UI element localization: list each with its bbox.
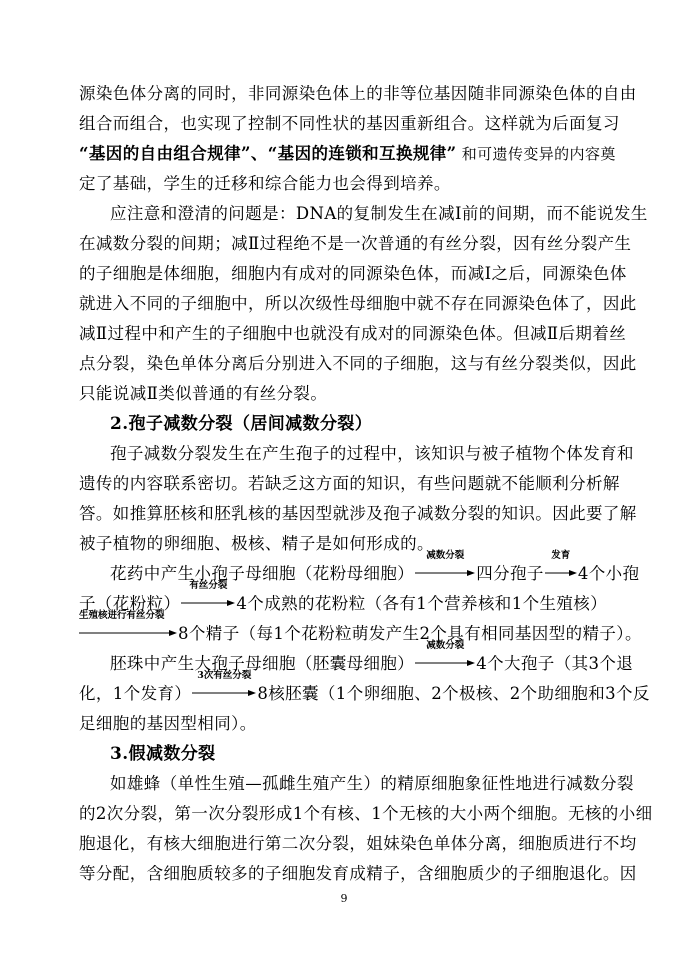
arrow-label: 3次有丝分裂: [197, 670, 252, 681]
text-line: 就进入不同的子细胞中，所以次级性母细胞中就不存在同源染色体了，因此: [79, 294, 637, 313]
arrow-label: 减数分裂: [426, 640, 465, 651]
reaction-arrow: [415, 550, 475, 579]
text-line: 只能说减Ⅱ类似普通的有丝分裂。: [79, 384, 328, 403]
bold-laws-text: “基因的自由组合规律”、“基因的连锁和互换规律”: [79, 144, 457, 163]
arrow-right-icon: [415, 569, 475, 577]
pollen-line: [79, 610, 642, 649]
text-line: 等分配，含细胞质较多的子细胞发育成精子，含细胞质少的子细胞退化。因: [79, 864, 637, 883]
section-heading: 3.假减数分裂: [110, 744, 216, 764]
text-span: 花药中产生小孢子母细胞（花粉母细胞）: [110, 564, 415, 583]
text-span: 4个大孢子（其3个退: [476, 654, 634, 673]
arrow-right-icon: [415, 659, 475, 667]
text-line: 的2次分裂，第一次分裂形成1个有核、1个无核的大小两个细胞。无核的小细: [79, 804, 653, 823]
arrow-right-icon: [545, 569, 577, 577]
ovule-line: [79, 670, 650, 709]
text-span: 化，1个发育）: [79, 684, 192, 703]
page-number: 9: [340, 892, 348, 905]
arrow-label: 有丝分裂: [189, 580, 228, 591]
text-span: 子（花粉粒）: [79, 594, 181, 613]
arrow-right-icon: [181, 599, 235, 607]
arrow-right-icon: [79, 629, 177, 637]
reaction-arrow: [415, 640, 475, 669]
text-line: 应注意和澄清的问题是：DNA的复制发生在减Ⅰ前的间期，而不能说发生: [110, 204, 648, 223]
text-line: 足细胞的基因型相同）。: [79, 714, 257, 733]
text-span: 4个成熟的花粉粒（各有1个营养核和1个生殖核）: [236, 594, 608, 613]
arrow-label: 生殖核进行有丝分裂: [79, 610, 165, 621]
text-line: 组合而组合，也实现了控制不同性状的基因重新组合。这样就为后面复习: [79, 114, 620, 133]
text-span: 8核胚囊（1个卵细胞、2个极核、2个助细胞和3个反: [257, 684, 650, 703]
text-line: 源染色体分离的同时，非同源染色体上的非等位基因随非同源染色体的自由: [79, 84, 637, 103]
text-line: 被子植物的卵细胞、极核、精子是如何形成的。: [79, 534, 434, 553]
ovule-line: [110, 640, 634, 679]
text-span: 和可遗传变异的内容奠: [456, 145, 616, 163]
text-span: 4个小孢: [577, 564, 640, 583]
text-span: 四分孢子: [476, 564, 544, 583]
arrow-right-icon: [192, 689, 256, 697]
reaction-arrow: [79, 610, 177, 639]
reaction-arrow: [192, 670, 256, 699]
section-heading: 2.孢子减数分裂（居间减数分裂）: [110, 414, 373, 434]
text-line: 的子细胞是体细胞，细胞内有成对的同源染色体，而减Ⅰ之后，同源染色体: [79, 264, 627, 283]
text-line: 点分裂，染色单体分离后分别进入不同的子细胞，这与有丝分裂类似，因此: [79, 354, 637, 373]
text-line: 答。如推算胚核和胚乳核的基因型就涉及孢子减数分裂的知识。因此要了解: [79, 504, 637, 523]
arrow-label: 发育: [551, 550, 571, 561]
text-span: 8个精子（每1个花粉粒萌发产生2个具有相同基因型的精子）。: [178, 624, 642, 643]
text-line: 如雄蜂（单性生殖—孤雌生殖产生）的精原细胞象征性地进行减数分裂: [110, 774, 634, 793]
arrow-label: 减数分裂: [426, 550, 465, 561]
reaction-arrow: [181, 580, 235, 609]
text-line: 减Ⅱ过程中和产生的子细胞中也就没有成对的同源染色体。但减Ⅱ后期着丝: [79, 324, 627, 343]
text-line: 在减数分裂的间期；减Ⅱ过程绝不是一次普通的有丝分裂，因有丝分裂产生: [79, 234, 632, 253]
text-line: 胞退化，有核大细胞进行第二次分裂，姐妹染色单体分离，细胞质进行不均: [79, 834, 637, 853]
text-line: 孢子减数分裂发生在产生孢子的过程中，该知识与被子植物个体发育和: [110, 444, 634, 463]
text-line: 遗传的内容联系密切。若缺乏这方面的知识，有些问题就不能顺利分析解: [79, 474, 620, 493]
text-span: 胚珠中产生大孢子母细胞（胚囊母细胞）: [110, 654, 415, 673]
reaction-arrow: [545, 550, 577, 579]
text-line: 定了基础，学生的迁移和综合能力也会得到培养。: [79, 174, 451, 193]
text-line: [79, 139, 619, 169]
